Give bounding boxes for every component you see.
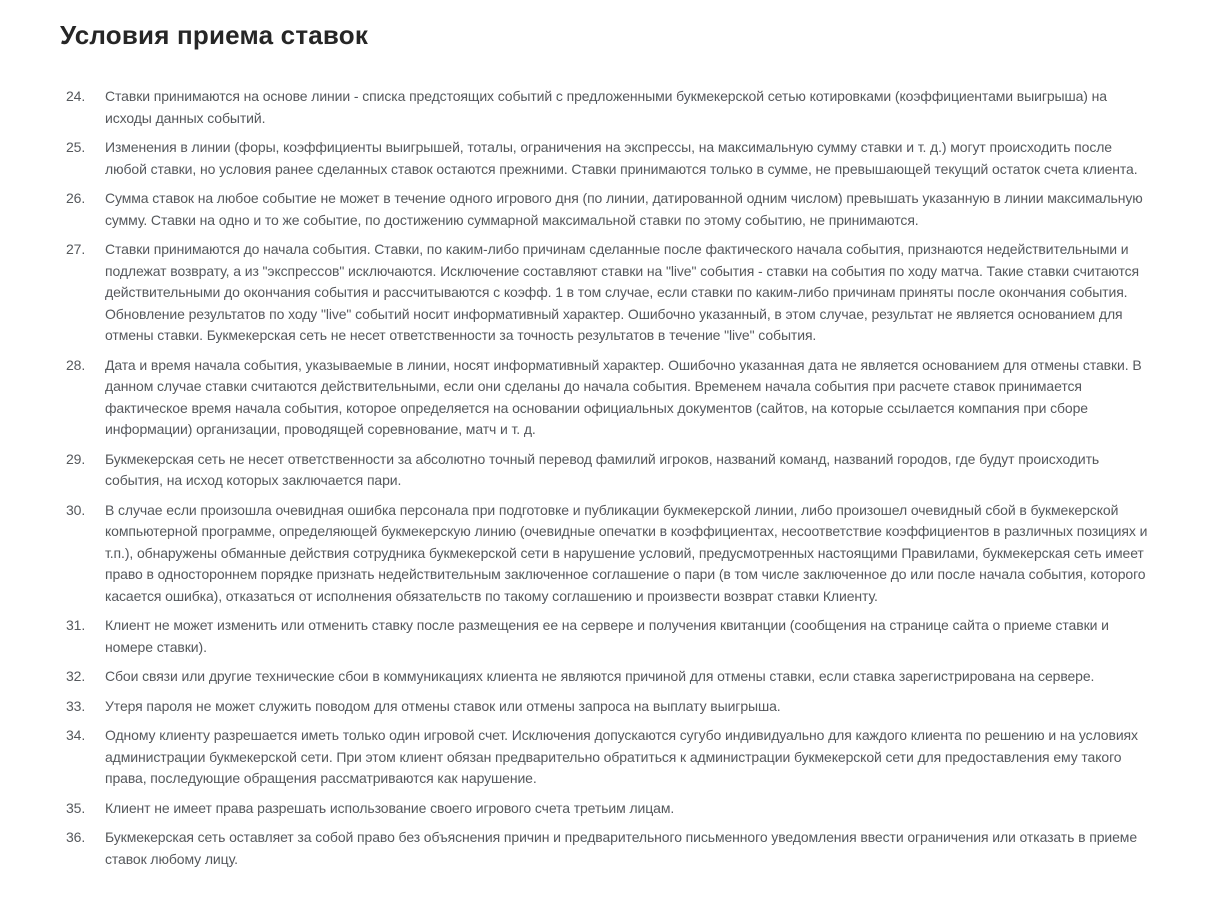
list-item-text: Ставки принимаются до начала события. Ставки, по каким-либо причинам сделанные после фактического начала события, признаются недействительными и подлежат возврату, а из "экспрессов" исключаются. Исключение составляют ставки на "live" события - ставки на события по ходу матча. Такие ставки считаются действительными до окончания события и рассчитываются с коэфф. 1 в том случае, если ставки по каким-либо причинам приняты после окончания события. Обновление результатов по ходу "live" событий носит информативный характер. Ошибочно указанный, в этом случае, результат не является основанием для отмены ставки. Букмекерская сеть не несет ответственности за точность результатов в течение "live" события. [105,241,1140,343]
list-item [66,449,1148,492]
page-title: Условия приема ставок [60,20,369,50]
list-item-number: 34. [66,727,86,743]
list-item-text: Сумма ставок на любое событие не может в течение одного игрового дня (по линии, датированной одним числом) превышать указанную в линии максимальную сумму. Ставки на одно и то же событие, по достижению суммарной максимальной ставки по этому событию, не принимаются. [105,190,1143,228]
list-item-number: 33. [66,697,86,714]
list-item-text: Изменения в линии (форы, коэффициенты выигрышей, тоталы, ограничения на экспрессы, на максимальную сумму ставки и т. д.) могут происходить после любой ставки, но условия ранее сделанных ставок остаются прежними. Ставки принимаются только в сумме, не превышающей текущий остаток счета клиента. [105,139,1138,177]
list-item-text: Клиент не может изменить или отменить ставку после размещения ее на сервере и получения квитанции (сообщения на странице сайта о приеме ставки и номере ставки). [105,617,1109,655]
list-item-number: 36. [66,829,86,845]
list-item-text: Дата и время начала события, указываемые в линии, носят информативный характер. Ошибочно указанная дата не является основанием для отмены ставки. В данном случае ставки считаются действительными, если они сделаны до начала события. Временем начала события при расчете ставок принимается фактическое время начала события, которое определяется на основании официальных документов (сайтов, на которые ссылается компания при сборе информации) организации, проводящей соревнование, матч и т. д. [105,356,1142,437]
list-item-text: Букмекерская сеть оставляет за собой право без объяснения причин и предварительного письменного уведомления ввести ограничения или отказать в приеме ставок любому лицу. [105,829,1138,867]
list-item [66,615,1148,658]
list-item [66,137,1148,180]
list-item [66,239,1148,347]
list-item-text: В случае если произошла очевидная ошибка персонала при подготовке и публикации букмекерской линии, либо произошел очевидный сбой в букмекерской компьютерной программе, определяющей букмекерскую линию (очевидные опечатки в коэффициентах, несоответствие коэффициентов в различных позициях и т.п.), обнаружены обманные действия сотрудника букмекерской сети в нарушение условий, предусмотренных настоящими Правилами, букмекерская сеть имеет право в одностороннем порядке признать недействительным заключенное соглашение о пари (в том числе заключенное до или после начала события, которого касается ошибка), отказаться от исполнения обязательств по такому соглашению и произвести возврат ставки Клиенту. [105,501,1148,604]
list-item [66,827,1148,870]
list-item [66,500,1148,608]
list-item-number: 28. [66,356,86,373]
list-item [66,798,1148,820]
list-item-number: 29. [66,450,86,467]
list-item [66,725,1148,790]
list-item [66,86,1148,129]
list-item-text: Ставки принимаются на основе линии - списка предстоящих событий с предложенными букмекерской сетью котировками (коэффициентами выигрыша) на исходы данных событий. [105,88,1107,126]
list-item-number: 35. [66,799,86,816]
list-item-number: 26. [66,190,86,206]
list-item-number: 30. [66,501,86,518]
list-item-text: Сбои связи или другие технические сбои в коммуникациях клиента не являются причиной для отмены ставки, если ставка зарегистрирована на сервере. [105,668,1095,684]
list-item [66,355,1148,441]
list-item-number: 25. [66,139,86,155]
list-item-number: 27. [66,241,86,257]
list-item-text: Утеря пароля не может служить поводом для отмены ставок или отмены запроса на выплату выигрыша. [105,697,781,714]
list-item [66,188,1148,231]
terms-list [60,86,1148,870]
list-item-text: Одному клиенту разрешается иметь только один игровой счет. Исключения допускаются сугубо индивидуально для каждого клиента по решению и на условиях администрации букмекерской сети. При этом клиент обязан предварительно обратиться к администрации букмекерской сети для предоставления ему такого права, последующие обращения рассматриваются как нарушение. [105,727,1138,786]
list-item [66,696,1148,718]
list-item [66,666,1148,688]
list-item-text: Букмекерская сеть не несет ответственности за абсолютно точный перевод фамилий игроков, названий команд, названий городов, где будут происходить события, на исход которых заключается пари. [105,450,1100,488]
list-item-text: Клиент не имеет права разрешать использование своего игрового счета третьим лицам. [105,799,675,816]
list-item-number: 31. [66,617,86,633]
list-item-number: 24. [66,88,86,104]
list-item-number: 32. [66,668,86,684]
